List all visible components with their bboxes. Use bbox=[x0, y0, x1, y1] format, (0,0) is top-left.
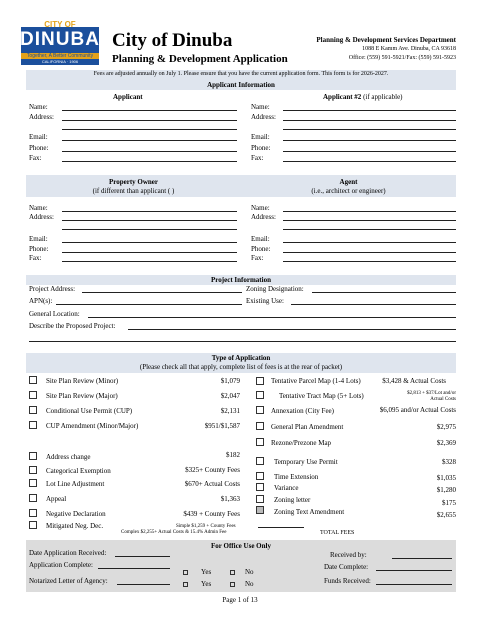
agent-email-label: Email: bbox=[251, 235, 270, 243]
existing-use-field[interactable] bbox=[291, 304, 456, 305]
general-location-field[interactable] bbox=[88, 317, 456, 318]
applicant2-phone-label: Phone: bbox=[251, 144, 271, 152]
agent-address-label: Address: bbox=[251, 213, 276, 221]
owner-fax-label: Fax: bbox=[29, 254, 42, 262]
app-complete-label: Application Complete: bbox=[29, 561, 93, 569]
agent-name-field[interactable] bbox=[283, 211, 456, 212]
owner-address-field[interactable] bbox=[62, 220, 237, 221]
total-fees-label: TOTAL FEES bbox=[320, 530, 355, 536]
applicant2-phone-field[interactable] bbox=[283, 151, 456, 152]
application-title: Planning & Development Application bbox=[112, 53, 288, 65]
cup-checkbox[interactable] bbox=[29, 406, 37, 414]
owner-phone-field[interactable] bbox=[62, 252, 237, 253]
department-name: Planning & Development Services Department bbox=[316, 36, 456, 44]
zoning-text-amendment-label: Zoning Text Amendment bbox=[274, 508, 345, 516]
agent-heading: Agent bbox=[339, 178, 358, 186]
owner-name-field[interactable] bbox=[62, 211, 237, 212]
variance-label: Variance bbox=[274, 484, 299, 492]
applicant-address-field[interactable] bbox=[62, 120, 237, 121]
applicant2-email-label: Email: bbox=[251, 133, 270, 141]
agent-fax-field[interactable] bbox=[283, 261, 456, 262]
mitigated-neg-dec-label: Mitigated Neg. Dec. bbox=[46, 522, 104, 530]
lot-line-checkbox[interactable] bbox=[29, 479, 37, 487]
applicant2-heading bbox=[323, 93, 403, 101]
applicant-info-title: Applicant Information bbox=[207, 81, 275, 89]
applicant2-name-field[interactable] bbox=[283, 110, 456, 111]
applicant2-email-field[interactable] bbox=[283, 140, 456, 141]
cup-amendment-fee: $951/$1,587 bbox=[204, 422, 240, 430]
tract-map-label: Tentative Tract Map (5+ Lots) bbox=[279, 392, 364, 400]
applicant-phone-field[interactable] bbox=[62, 151, 237, 152]
agent-address-field-2[interactable] bbox=[283, 229, 456, 230]
site-plan-minor-label: Site Plan Review (Minor) bbox=[46, 377, 119, 385]
date-complete-field[interactable] bbox=[376, 570, 452, 571]
application-type-title: Type of Application bbox=[211, 354, 271, 362]
rezone-checkbox[interactable] bbox=[256, 438, 264, 446]
cup-label: Conditional Use Permit (CUP) bbox=[46, 407, 133, 415]
owner-address-field-2[interactable] bbox=[62, 229, 237, 230]
parcel-map-label: Tentative Parcel Map (1-4 Lots) bbox=[271, 377, 361, 385]
applicant-email-label: Email: bbox=[29, 133, 48, 141]
describe-project-label: Describe the Proposed Project: bbox=[29, 322, 116, 330]
applicant-fax-label: Fax: bbox=[29, 154, 42, 162]
complete-yes-label: Yes bbox=[201, 568, 212, 576]
describe-project-field[interactable] bbox=[128, 329, 456, 330]
general-location-label: General Location: bbox=[29, 310, 80, 318]
applicant2-label: Applicant #2 bbox=[323, 93, 362, 101]
zoning-letter-checkbox[interactable] bbox=[256, 495, 264, 503]
complete-no-checkbox[interactable] bbox=[230, 570, 235, 575]
zoning-letter-label: Zoning letter bbox=[274, 496, 311, 504]
received-by-label: Received by: bbox=[330, 551, 367, 559]
owner-email-field[interactable] bbox=[62, 242, 237, 243]
appeal-fee: $1,363 bbox=[220, 495, 240, 503]
zoning-text-amendment-fee: $2,655 bbox=[436, 511, 456, 519]
department-address: 1088 E Kamm Ave. Dinuba, CA 93618 bbox=[362, 46, 456, 52]
applicant-name-label: Name: bbox=[29, 103, 48, 111]
applicant-email-field[interactable] bbox=[62, 140, 237, 141]
owner-fax-field[interactable] bbox=[62, 261, 237, 262]
zoning-designation-field[interactable] bbox=[312, 292, 456, 293]
time-extension-fee: $1,035 bbox=[436, 474, 456, 482]
site-plan-major-checkbox[interactable] bbox=[29, 391, 37, 399]
appeal-checkbox[interactable] bbox=[29, 494, 37, 502]
lot-line-label: Lot Line Adjustment bbox=[46, 480, 105, 488]
time-extension-label: Time Extension bbox=[274, 473, 319, 481]
agent-address-field[interactable] bbox=[283, 220, 456, 221]
applicant-name-field[interactable] bbox=[62, 110, 237, 111]
owner-phone-label: Phone: bbox=[29, 245, 49, 253]
cup-fee: $2,131 bbox=[220, 407, 240, 415]
applicant-phone-label: Phone: bbox=[29, 144, 49, 152]
date-received-label: Date Application Received: bbox=[29, 549, 107, 557]
site-plan-major-fee: $2,047 bbox=[220, 392, 240, 400]
application-type-subtitle: (Please check all that apply, complete list of fees is at the rear of packet) bbox=[139, 363, 343, 371]
notarized-no-label: No bbox=[245, 580, 254, 588]
applicant2-address-label: Address: bbox=[251, 113, 276, 121]
site-plan-minor-checkbox[interactable] bbox=[29, 376, 37, 384]
variance-checkbox[interactable] bbox=[256, 483, 264, 491]
fee-notice: Fees are adjusted annually on July 1. Please ensure that you have the current application form. This form is for 2026-2027. bbox=[93, 71, 389, 77]
categorical-exemption-checkbox[interactable] bbox=[29, 466, 37, 474]
tract-map-fee: $2,813 + $37/Lot and/or bbox=[407, 391, 456, 396]
negative-declaration-label: Negative Declaration bbox=[46, 510, 106, 518]
zoning-text-amendment-checkbox[interactable] bbox=[256, 506, 264, 514]
temporary-use-fee: $328 bbox=[442, 458, 456, 466]
variance-fee: $1,280 bbox=[436, 486, 456, 494]
agent-phone-label: Phone: bbox=[251, 245, 271, 253]
notarized-field[interactable] bbox=[117, 584, 170, 585]
time-extension-checkbox[interactable] bbox=[256, 472, 264, 480]
agent-note: (i.e., architect or engineer) bbox=[311, 187, 386, 195]
department-phone: Office: (559) 591-5921/Fax: (559) 591-5923 bbox=[348, 55, 456, 61]
parcel-map-fee: $3,428 & Actual Costs bbox=[382, 377, 446, 385]
applicant-address-label: Address: bbox=[29, 113, 54, 121]
cup-amendment-label: CUP Amendment (Minor/Major) bbox=[46, 422, 139, 430]
office-use-title: For Office Use Only bbox=[211, 542, 271, 550]
date-complete-label: Date Complete: bbox=[324, 563, 369, 571]
notarized-no-checkbox[interactable] bbox=[230, 582, 235, 587]
project-info-title: Project Information bbox=[211, 276, 271, 284]
logo-banner: CALIFORNIA · 1906 bbox=[41, 59, 79, 64]
mitigated-complex-fee: Complex $2,255+ Actual Costs & 15.4% Admin Fee bbox=[121, 530, 227, 535]
date-received-field[interactable] bbox=[115, 556, 170, 557]
categorical-exemption-fee: $325+ County Fees bbox=[185, 466, 240, 474]
logo-main-text: DINUBA bbox=[20, 29, 100, 50]
complete-no-label: No bbox=[245, 568, 254, 576]
tract-map-checkbox[interactable] bbox=[256, 391, 264, 399]
address-change-label: Address change bbox=[46, 453, 91, 461]
parcel-map-checkbox[interactable] bbox=[256, 377, 264, 385]
existing-use-label: Existing Use: bbox=[246, 297, 284, 305]
negative-declaration-fee: $439 + County Fees bbox=[183, 510, 240, 518]
owner-name-label: Name: bbox=[29, 204, 48, 212]
temporary-use-checkbox[interactable] bbox=[256, 457, 264, 465]
zoning-designation-label: Zoning Designation: bbox=[246, 285, 304, 293]
owner-email-label: Email: bbox=[29, 235, 48, 243]
city-title: City of Dinuba bbox=[112, 30, 233, 51]
annexation-label: Annexation (City Fee) bbox=[271, 407, 334, 415]
received-by-field[interactable] bbox=[392, 558, 452, 559]
agent-name-label: Name: bbox=[251, 204, 270, 212]
cup-amendment-checkbox[interactable] bbox=[29, 421, 37, 429]
tract-map-fee-note: Actual Costs bbox=[430, 397, 456, 402]
apn-field[interactable] bbox=[56, 304, 242, 305]
logo-tagline: Together, A Better Community bbox=[26, 53, 94, 59]
agent-fax-label: Fax: bbox=[251, 254, 264, 262]
project-address-label: Project Address: bbox=[29, 285, 76, 293]
general-plan-amendment-label: General Plan Amendment bbox=[271, 423, 344, 431]
rezone-fee: $2,369 bbox=[436, 439, 456, 447]
zoning-letter-fee: $175 bbox=[442, 499, 456, 507]
applicant2-name-label: Name: bbox=[251, 103, 270, 111]
general-plan-amendment-fee: $2,975 bbox=[436, 423, 456, 431]
logo-top-text: CITY OF bbox=[44, 20, 76, 29]
notarized-yes-checkbox[interactable] bbox=[183, 582, 188, 587]
applicant2-fax-label: Fax: bbox=[251, 154, 264, 162]
applicant-fax-field[interactable] bbox=[62, 161, 237, 162]
applicant-heading: Applicant bbox=[113, 93, 143, 101]
site-plan-major-label: Site Plan Review (Major) bbox=[46, 392, 118, 400]
address-change-checkbox[interactable] bbox=[29, 452, 37, 460]
annexation-checkbox[interactable] bbox=[256, 406, 264, 414]
project-address-field[interactable] bbox=[82, 292, 242, 293]
negative-declaration-checkbox[interactable] bbox=[29, 509, 37, 517]
applicant-address-field-2[interactable] bbox=[62, 129, 237, 130]
applicant2-fax-field[interactable] bbox=[283, 161, 456, 162]
appeal-label: Appeal bbox=[46, 495, 67, 503]
total-fees-field[interactable] bbox=[258, 527, 304, 528]
owner-note: (if different than applicant ( ) bbox=[92, 187, 175, 195]
notarized-yes-label: Yes bbox=[201, 580, 212, 588]
applicant2-address-field[interactable] bbox=[283, 120, 456, 121]
agent-email-field[interactable] bbox=[283, 242, 456, 243]
funds-received-field[interactable] bbox=[376, 584, 452, 585]
city-logo bbox=[20, 22, 100, 66]
page-number: Page 1 of 13 bbox=[222, 596, 258, 604]
applicant2-address-field-2[interactable] bbox=[283, 129, 456, 130]
annexation-fee: $6,095 and/or Actual Costs bbox=[379, 406, 456, 414]
owner-address-label: Address: bbox=[29, 213, 54, 221]
complete-yes-checkbox[interactable] bbox=[183, 570, 188, 575]
general-plan-amendment-checkbox[interactable] bbox=[256, 422, 264, 430]
notarized-label: Notarized Letter of Agency: bbox=[29, 577, 108, 585]
describe-project-field-2[interactable] bbox=[29, 341, 456, 342]
applicant2-note: (if applicable) bbox=[363, 93, 403, 101]
mitigated-neg-dec-checkbox[interactable] bbox=[29, 521, 37, 529]
categorical-exemption-label: Categorical Exemption bbox=[46, 467, 111, 475]
temporary-use-label: Temporary Use Permit bbox=[274, 458, 338, 466]
apn-label: APN(s): bbox=[29, 297, 53, 305]
funds-received-label: Funds Received: bbox=[324, 577, 371, 585]
address-change-fee: $182 bbox=[226, 451, 240, 459]
rezone-label: Rezone/Prezone Map bbox=[271, 439, 332, 447]
agent-phone-field[interactable] bbox=[283, 252, 456, 253]
app-complete-field[interactable] bbox=[98, 568, 170, 569]
mitigated-simple-fee: Simple $1,259 + County Fees bbox=[176, 524, 236, 529]
owner-heading: Property Owner bbox=[108, 178, 159, 186]
site-plan-minor-fee: $1,079 bbox=[220, 377, 240, 385]
lot-line-fee: $670+ Actual Costs bbox=[184, 480, 240, 488]
